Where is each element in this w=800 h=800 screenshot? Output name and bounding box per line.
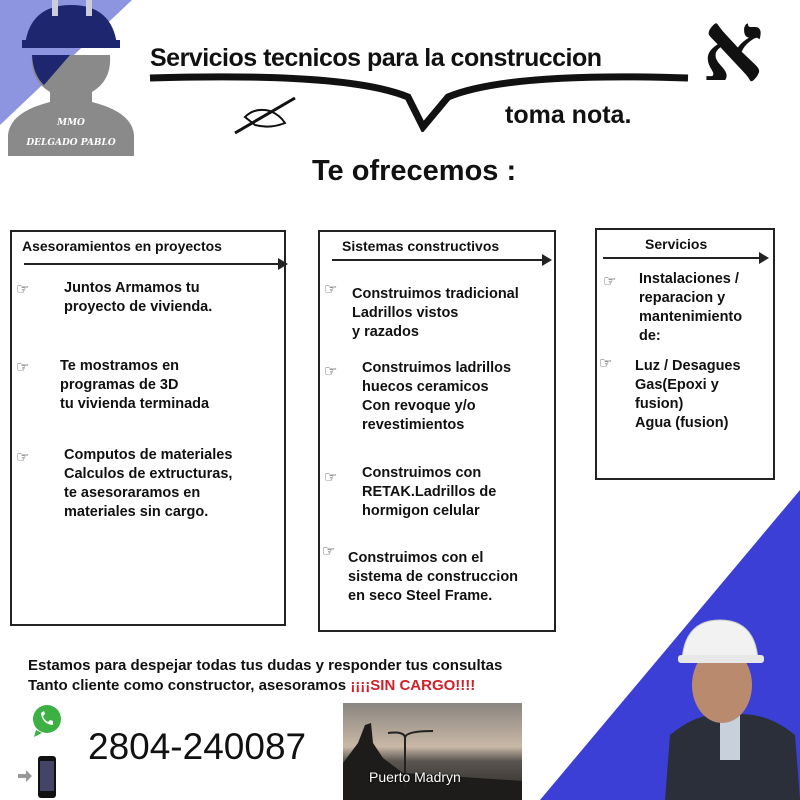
list-item: Luz / Desagues Gas(Epoxi y fusion) Agua (fusion) (635, 358, 741, 431)
puerto-madryn-photo (343, 703, 522, 800)
statue-silhouette-icon (343, 703, 522, 800)
list-item: Juntos Armamos tu proyecto de vivienda. (64, 280, 213, 315)
pointing-hand-icon: ☞ (324, 363, 338, 380)
list-item: Construimos con el sistema de construccion en seco Steel Frame. (348, 550, 519, 604)
pointing-hand-icon: ☞ (16, 281, 30, 298)
list-item: Construimos con RETAK.Ladrillos de hormigon celular (362, 465, 497, 519)
pointing-hand-icon: ☞ (324, 281, 338, 298)
list-item: Instalaciones / reparacion y mantenimiento de: (639, 271, 743, 344)
pointing-hand-icon: ☞ (16, 359, 30, 376)
aleph-logo: א (702, 0, 764, 103)
footer-line2 (28, 677, 475, 694)
mobile-phone-icon (16, 756, 66, 798)
pointing-hand-icon: ☞ (16, 449, 30, 466)
photo-caption: Puerto Madryn (369, 769, 461, 785)
subtitle: toma nota. (505, 101, 632, 129)
pointing-hand-icon: ☞ (324, 469, 338, 486)
column-title: Sistemas constructivos (342, 238, 500, 254)
column-title: Servicios (645, 236, 708, 252)
list-item: Te mostramos en programas de 3D tu vivienda terminada (60, 358, 210, 412)
list-item: Computos de materiales Calculos de extructuras, te asesoraramos en materiales sin cargo. (64, 447, 233, 520)
column-title: Asesoramientos en proyectos (22, 238, 222, 254)
phone-number[interactable]: 2804-240087 (88, 726, 307, 767)
list-item: Construimos ladrillos huecos ceramicos Con revoque y/o revestimientos (362, 360, 512, 433)
pointing-hand-icon: ☞ (322, 543, 336, 560)
offer-title: Te ofrecemos : (312, 155, 517, 187)
pointing-hand-icon: ☞ (603, 273, 617, 290)
pointing-hand-icon: ☞ (599, 355, 613, 372)
sin-cargo-highlight: ¡¡¡¡SIN CARGO!!!! (350, 677, 476, 694)
list-item: Construimos tradicional Ladrillos vistos y razados (352, 286, 519, 340)
logo-line2: DELGADO PABLO (26, 138, 116, 148)
whatsapp-icon[interactable] (32, 704, 62, 738)
worker-photo (660, 615, 800, 800)
footer-line2-text: Tanto cliente como constructor, asesoramos (28, 677, 351, 694)
page-title: Servicios tecnicos para la construccion (150, 44, 602, 72)
footer-line1: Estamos para despejar todas tus dudas y responder tus consultas (28, 657, 503, 674)
logo-line1: MMO (57, 118, 85, 128)
